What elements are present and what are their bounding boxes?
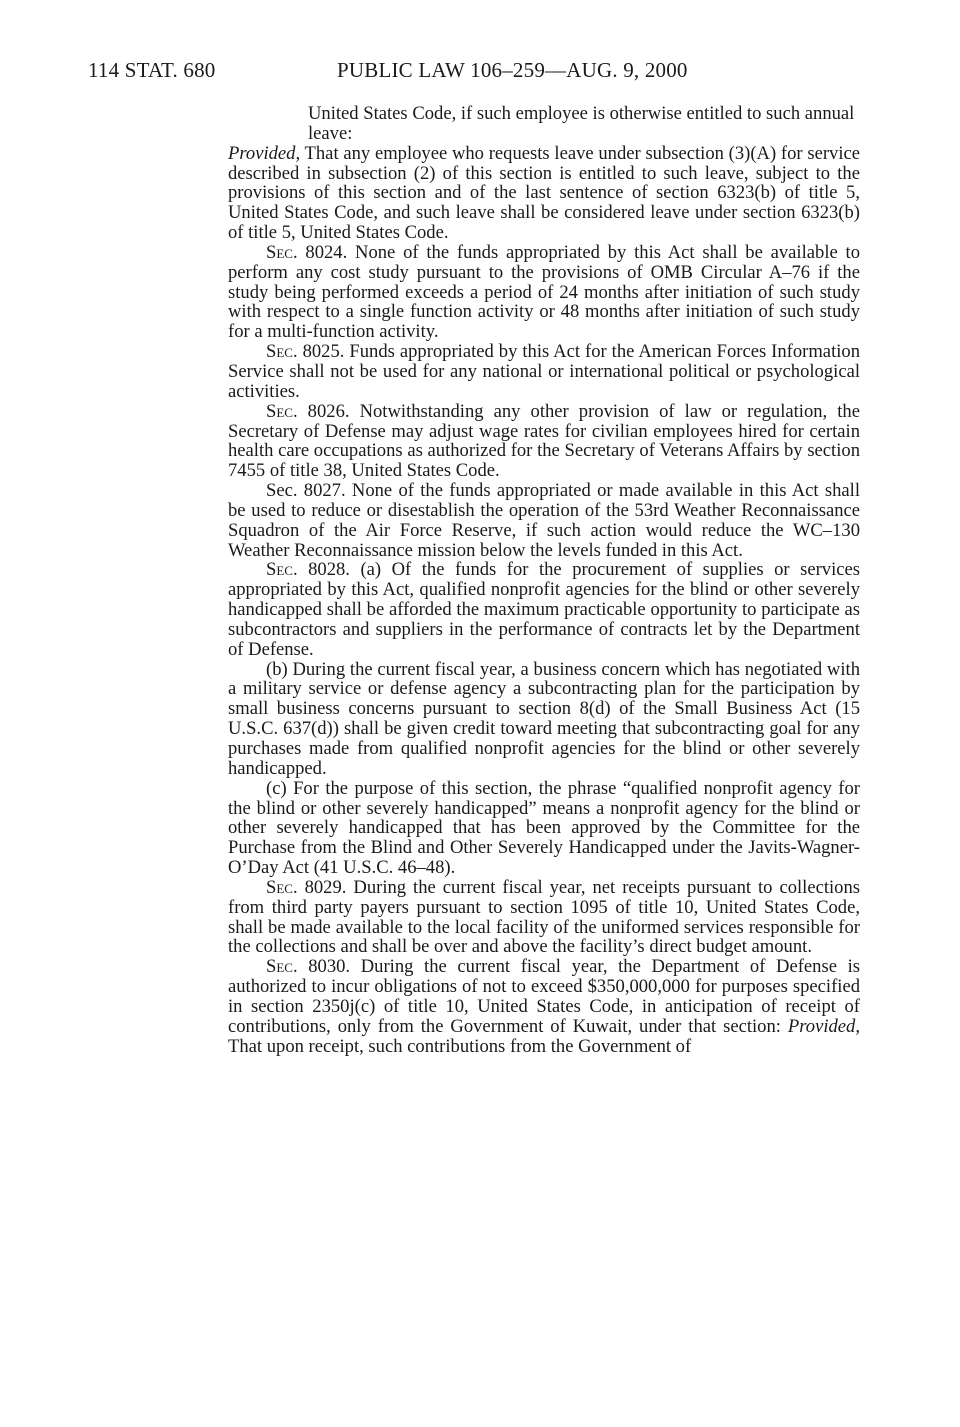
section-text: Notwithstanding any other provision of law or regulation, the Secretary of Defense may adjust wage rates for civilian employees hired for certain health care occupations as authorized for the Secretary of Veterans Affairs by section 7455 of title 38, United States Code.: [228, 400, 860, 482]
subsection-text: (c) For the purpose of this section, the phrase “qualified nonprofit agency for the blind or other severely handicapped” means a nonprofit agency for the blind or other severely handicapped that has been approved by the Committee for the Purchase from the Blind and Other Severely Handicapped under the Javits-Wagner-O’Day Act (41 U.S.C. 46–48).: [228, 777, 860, 879]
section-8027: [228, 481, 860, 560]
section-8028b: [228, 660, 860, 779]
proviso-label: Provided,: [787, 1015, 860, 1037]
section-text-end: That upon receipt, such contributions from the Government of: [228, 1035, 692, 1057]
section-8026: [228, 402, 860, 481]
continued-text: United States Code, if such employee is otherwise entitled to such annual leave:: [308, 103, 855, 144]
continued-paragraph: [228, 104, 860, 144]
subsection-text: (b) During the current fiscal year, a business concern which has negotiated with a military service or defense agency a subcontracting plan for the participation by small business concerns pursuant to section 8(d) of the Small Business Act (15 U.S.C. 637(d)) shall be given credit toward meeting that subcontracting goal for any purchases made from qualified nonprofit agencies for the blind or other severely handicapped.: [228, 658, 860, 779]
section-text: Funds appropriated by this Act for the American Forces Information Service shall not be used for any national or international political or psychological activities.: [228, 341, 860, 402]
proviso-label: Provided,: [228, 142, 301, 164]
section-label: Sec. 8029.: [266, 876, 347, 898]
statute-page-number: 114 STAT. 680: [88, 58, 216, 82]
public-law-citation: PUBLIC LAW 106–259—AUG. 9, 2000: [337, 58, 688, 82]
running-header: [0, 58, 960, 88]
section-text: (a) Of the funds for the procurement of supplies or services appropriated by this Act, qualified nonprofit agencies for the blind or other severely handicapped shall be afforded the maximum practicable opportunity to participate as subcontractors and suppliers in the performance of contracts let by the Department of Defense.: [228, 559, 860, 660]
section-label: Sec. 8028.: [266, 559, 350, 581]
section-text: None of the funds appropriated or made available in this Act shall be used to reduce or disestablish the operation of the 53rd Weather Reconnaissance Squadron of the Air Force Reserve, if such action would reduce the WC–130 Weather Reconnaissance mission below the levels funded in this Act.: [228, 480, 860, 561]
section-label: Sec. 8030.: [266, 956, 351, 978]
section-text: None of the funds appropriated by this Act shall be available to perform any cost study pursuant to the provisions of OMB Circular A–76 if the study being performed exceeds a period of 24 months after initiation of such study with respect to a single function activity or 48 months after initiation of such study for a multi-function activity.: [228, 241, 860, 343]
section-text: During the current fiscal year, net receipts pursuant to collections from third party payers pursuant to section 1095 of title 10, United States Code, shall be made available to the local facility of the uniformed services responsible for the collections and shall be over and above the facility’s direct budget amount.: [228, 876, 860, 958]
section-8029: [228, 878, 860, 957]
section-label: Sec. 8027.: [266, 480, 346, 502]
section-8025: [228, 342, 860, 402]
proviso-paragraph: [228, 144, 860, 243]
section-8028c: [228, 779, 860, 878]
statute-body: [228, 104, 860, 1057]
section-label: Sec. 8025.: [266, 341, 345, 363]
section-label: Sec. 8026.: [266, 400, 350, 422]
section-label: Sec. 8024.: [266, 241, 348, 263]
section-8028a: [228, 560, 860, 659]
section-8030: [228, 957, 860, 1056]
section-text: During the current fiscal year, the Department of Defense is authorized to incur obligations of not to exceed $350,000,000 for purposes specified in section 2350j(c) of title 10, United States Code, in anticipation of receipt of contributions, only from the Government of Kuwait, under that section:: [228, 956, 860, 1037]
section-8024: [228, 243, 860, 342]
proviso-text: That any employee who requests leave under subsection (3)(A) for service described in subsection (2) of this section is entitled to such leave, subject to the provisions of this section and of the last sentence of section 6323(b) of title 5, United States Code, and such leave shall be considered leave under section 6323(b) of title 5, United States Code.: [228, 142, 860, 244]
